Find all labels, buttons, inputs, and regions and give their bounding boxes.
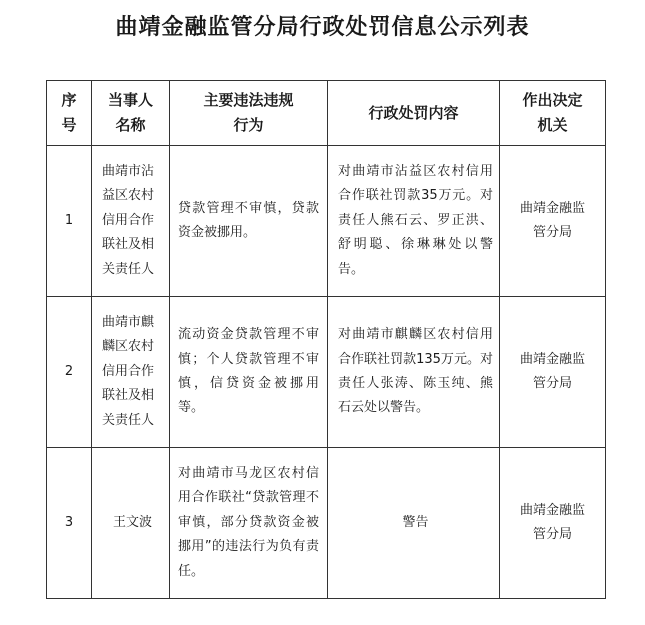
table-row: [47, 146, 606, 297]
cell-no: 2: [47, 297, 92, 448]
cell-no: 1: [47, 146, 92, 297]
cell-party: 曲靖市沾益区农村信用合作联社及相关责任人: [92, 146, 170, 297]
header-penalty: 行政处罚内容: [328, 81, 500, 146]
header-violation: 主要违法违规 行为: [170, 81, 328, 146]
cell-violation: 对曲靖市马龙区农村信用合作联社“贷款管理不审慎，部分贷款资金被挪用”的违法行为负有责任。: [170, 448, 328, 599]
page-title: 曲靖金融监管分局行政处罚信息公示列表: [115, 15, 530, 40]
penalty-table: [46, 80, 606, 599]
header-authority: 作出决定 机关: [500, 81, 606, 146]
cell-authority: 曲靖金融监 管分局: [500, 297, 606, 448]
cell-penalty: 对曲靖市沾益区农村信用合作联社罚款35万元。对责任人熊石云、罗正洪、舒明聪、徐琳琳处以警告。: [328, 146, 500, 297]
table-header-row: [47, 81, 606, 146]
cell-violation: 贷款管理不审慎，贷款资金被挪用。: [170, 146, 328, 297]
cell-party: 曲靖市麒麟区农村信用合作联社及相关责任人: [92, 297, 170, 448]
cell-penalty: 对曲靖市麒麟区农村信用合作联社罚款135万元。对责任人张涛、陈玉纯、熊石云处以警告。: [328, 297, 500, 448]
cell-penalty: 警告: [328, 448, 500, 599]
header-party: 当事人 名称: [92, 81, 170, 146]
table-row: [47, 448, 606, 599]
header-no: 序 号: [47, 81, 92, 146]
cell-no: 3: [47, 448, 92, 599]
cell-party: 王文波: [92, 448, 170, 599]
cell-violation: 流动资金贷款管理不审慎；个人贷款管理不审慎，信贷资金被挪用等。: [170, 297, 328, 448]
cell-authority: 曲靖金融监 管分局: [500, 146, 606, 297]
table-row: [47, 297, 606, 448]
cell-authority: 曲靖金融监 管分局: [500, 448, 606, 599]
